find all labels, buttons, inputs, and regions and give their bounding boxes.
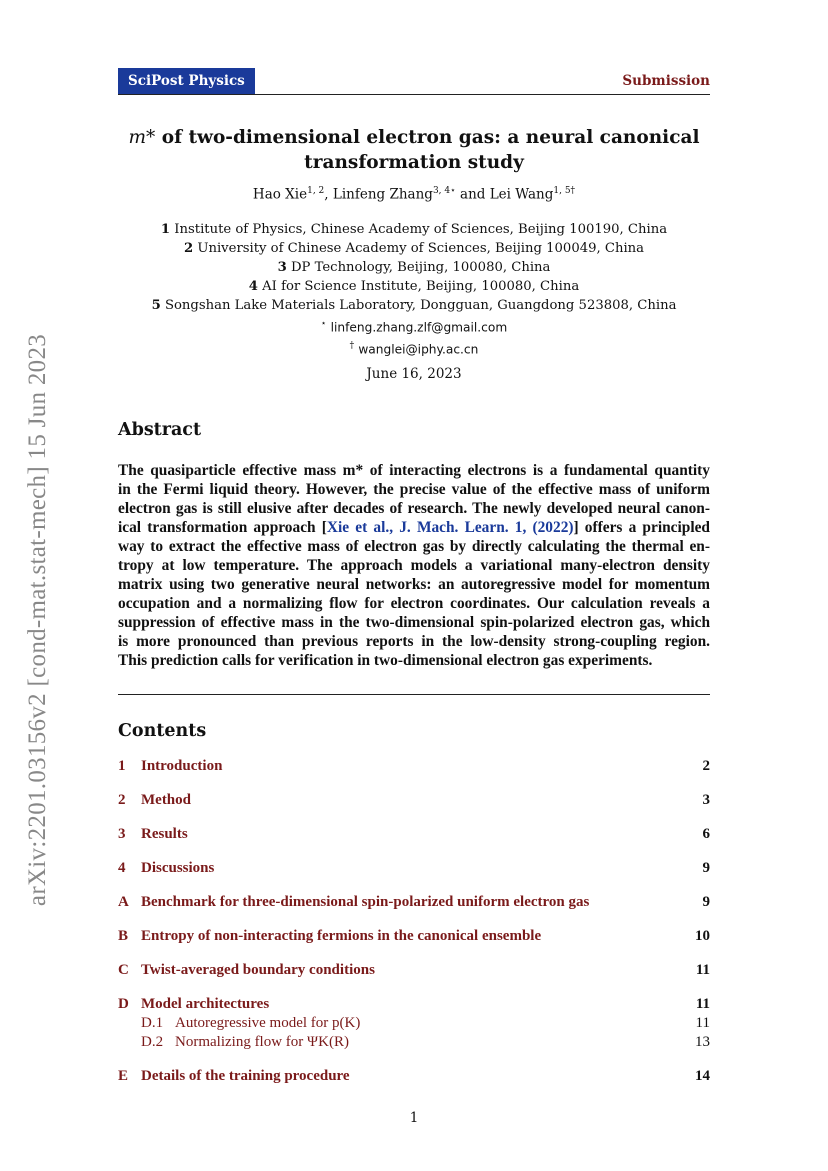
toc-entry[interactable] (118, 996, 710, 1016)
toc-entry[interactable] (118, 928, 710, 948)
toc-entry-page: 3 (702, 792, 710, 808)
toc-entry-page: 11 (695, 996, 710, 1012)
abstract-line: tropy at low temperature. The approach models a variational many-electron density (118, 557, 710, 574)
reference-link[interactable]: Xie et al., J. Mach. Learn. 1, (2022) (326, 519, 574, 536)
toc-entry[interactable] (118, 962, 710, 982)
toc-entry-page: 9 (702, 894, 710, 910)
email-link[interactable]: wanglei@iphy.ac.cn (358, 342, 479, 357)
contents-heading: Contents (118, 721, 207, 741)
author-name: Lei Wang (489, 186, 554, 203)
abstract-line: The quasiparticle effective mass m* of interacting electrons is a fundamental quantity (118, 462, 710, 479)
email-line: † wanglei@iphy.ac.cn (349, 341, 479, 357)
toc-entry-title[interactable]: Discussions (141, 860, 215, 876)
toc-subentry[interactable] (118, 1015, 710, 1035)
title-line-2: transformation study (304, 152, 524, 173)
abstract-line: way to extract the effective mass of electron gas by directly calculating the thermal en- (118, 538, 710, 555)
page-header (118, 68, 710, 95)
toc-entry-page: 9 (702, 860, 710, 876)
toc-entry-page: 6 (702, 826, 710, 842)
toc-entry-page: 11 (695, 1015, 710, 1031)
abstract-line: This prediction calls for verification in two-dimensional electron gas experiments. (118, 652, 653, 669)
affiliation: 3 DP Technology, Beijing, 100080, China (277, 260, 551, 275)
section-divider (118, 694, 710, 695)
toc-entry-number: D.2 (141, 1034, 164, 1050)
toc-entry-number: D.1 (141, 1015, 164, 1031)
affiliation: 5 Songshan Lake Materials Laboratory, Dongguan, Guangdong 523808, China (151, 298, 677, 313)
toc-entry-title[interactable]: Method (141, 792, 191, 808)
toc-entry[interactable] (118, 826, 710, 846)
abstract-line: ical transformation approach [Xie et al., J. Mach. Learn. 1, (2022)] offers a principled (118, 519, 710, 536)
toc-entry-number: 2 (118, 792, 126, 808)
toc-entry-title[interactable]: Introduction (141, 758, 223, 774)
email-line: ⋆ linfeng.zhang.zlf@gmail.com (320, 319, 508, 335)
affiliation: 2 University of Chinese Academy of Sciences, Beijing 100049, China (183, 241, 645, 256)
toc-entry-number: A (118, 894, 129, 910)
toc-entry[interactable] (118, 792, 710, 812)
toc-entry-number: 4 (118, 860, 126, 876)
paper-title (118, 125, 710, 175)
toc-subentry[interactable] (118, 1034, 710, 1054)
toc-entry[interactable] (118, 1068, 710, 1088)
abstract-line: occupation and a normalizing flow for electron coordinates. Our calculation reveals a (118, 595, 710, 612)
toc-entry-number: D (118, 996, 129, 1012)
author-name: Linfeng Zhang (332, 186, 433, 203)
author-affiliation-mark: 1, 2 (307, 186, 325, 196)
toc-entry[interactable] (118, 860, 710, 880)
abstract-line: suppression of effective mass in the two-dimensional spin-polarized electron gas, which (118, 614, 710, 631)
publication-date: June 16, 2023 (366, 366, 462, 382)
affiliation: 1 Institute of Physics, Chinese Academy of Sciences, Beijing 100190, China (160, 222, 668, 237)
toc-entry[interactable] (118, 758, 710, 778)
toc-entry[interactable] (118, 894, 710, 914)
toc-entry-page: 10 (695, 928, 710, 944)
toc-entry-number: 3 (118, 826, 126, 842)
email-link[interactable]: linfeng.zhang.zlf@gmail.com (330, 320, 508, 335)
toc-entry-title[interactable]: Benchmark for three-dimensional spin-polarized uniform electron gas (141, 894, 590, 910)
arxiv-identifier: arXiv:2201.03156v2 [cond-mat.stat-mech] 15 Jun 2023 (24, 333, 51, 907)
toc-entry-title[interactable]: Autoregressive model for p(K) (175, 1015, 361, 1031)
affiliation: 4 AI for Science Institute, Beijing, 100080, China (248, 279, 580, 294)
author-list (118, 186, 710, 203)
toc-entry-title[interactable]: Details of the training procedure (141, 1068, 350, 1084)
toc-entry-number: E (118, 1068, 129, 1084)
title-line-1: of two-dimensional electron gas: a neural canonical (155, 127, 700, 148)
toc-entry-page: 13 (695, 1034, 710, 1050)
toc-entry-title[interactable]: Results (141, 826, 188, 842)
toc-entry-page: 14 (695, 1068, 710, 1084)
toc-entry-page: 2 (702, 758, 710, 774)
toc-entry-number: C (118, 962, 129, 978)
toc-entry-page: 11 (695, 962, 710, 978)
abstract-line: matrix using two generative neural networks: an autoregressive model for momentum (118, 576, 710, 593)
abstract-heading: Abstract (118, 420, 202, 440)
journal-badge[interactable]: SciPost Physics (118, 68, 255, 94)
title-symbol: m* (128, 127, 156, 148)
author-name: Hao Xie (252, 186, 308, 203)
affiliation-list (118, 220, 710, 360)
toc-entry-title[interactable]: Model architectures (141, 996, 270, 1012)
submission-label: Submission (622, 73, 710, 89)
toc-entry-number: B (118, 928, 129, 944)
author-affiliation-mark: 3, 4⋆ (432, 186, 456, 196)
abstract-line: is more pronounced than previous reports in the low-density strong-coupling region. (118, 633, 710, 650)
toc-entry-title[interactable]: Normalizing flow for ΨK(R) (175, 1034, 349, 1050)
author-separator: and (455, 186, 490, 203)
author-affiliation-mark: 1, 5† (553, 186, 576, 196)
toc-entry-title[interactable]: Twist-averaged boundary conditions (141, 962, 375, 978)
abstract-line: in the Fermi liquid theory. However, the precise value of the effective mass of uniform (118, 481, 710, 498)
page-number: 1 (409, 1110, 419, 1126)
author-separator: , (324, 186, 333, 203)
toc-entry-number: 1 (118, 758, 126, 774)
abstract-line: electron gas is still elusive after decades of research. The newly developed neural canon- (118, 500, 710, 517)
toc-entry-title[interactable]: Entropy of non-interacting fermions in the canonical ensemble (141, 928, 542, 944)
abstract-body (118, 461, 710, 670)
